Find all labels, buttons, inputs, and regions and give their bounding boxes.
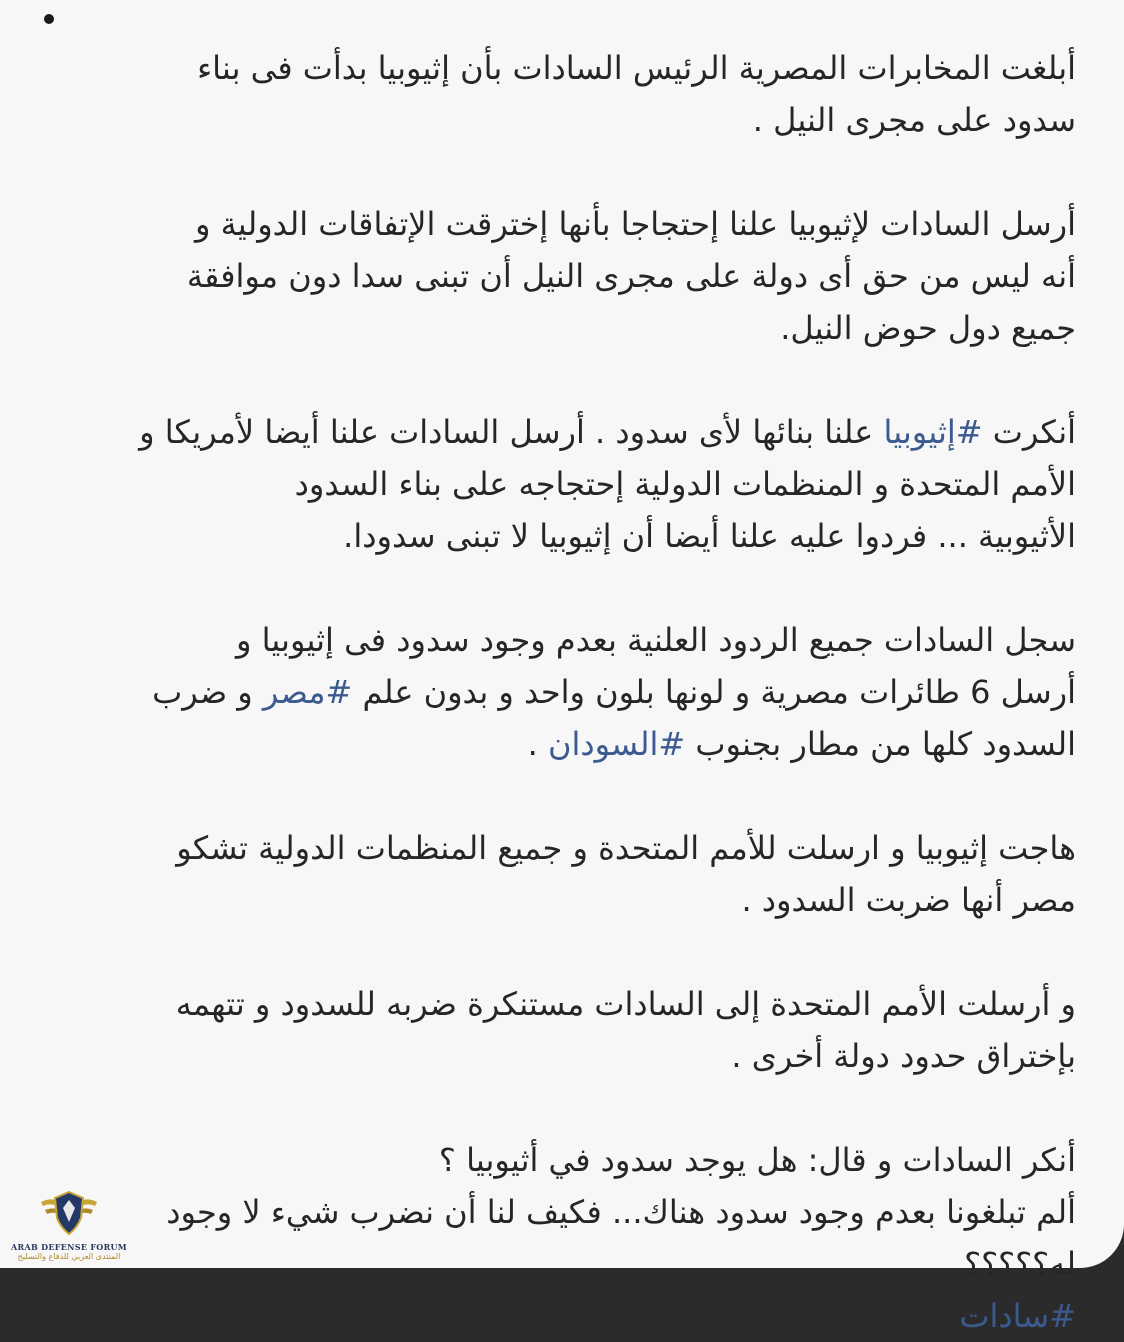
text-segment: . [527,725,548,763]
text-line: جميع دول حوض النيل. [780,309,1076,347]
text-line: بإختراق حدود دولة أخرى . [731,1037,1076,1075]
text-segment: أنكرت [982,413,1076,451]
text-line: له؟؟؟؟؟ [964,1245,1076,1283]
text-line: أرسل السادات لإثيوبيا علنا إحتجاجا بأنها إخترقت الإتفاقات الدولية و [195,205,1076,243]
hashtag-egypt-link[interactable]: #مصر [262,673,353,711]
forum-watermark [4,1186,134,1276]
text-line: أنه ليس من حق أى دولة على مجرى النيل أن تبنى سدا دون موافقة [186,257,1076,295]
paragraph-6 [36,978,1076,1082]
hashtag-ethiopia-link[interactable]: #إثيوبيا [883,413,983,451]
paragraph-5 [36,822,1076,926]
text-line: مصر أنها ضربت السدود . [741,881,1076,919]
text-segment: السدود كلها من مطار بجنوب [685,725,1076,763]
text-line: سدود على مجرى النيل . [752,101,1076,139]
text-line: سجل السادات جميع الردود العلنية بعدم وجود سدود فى إثيوبيا و [236,621,1076,659]
post-text [36,42,1076,1342]
bullet-dot [44,14,54,24]
text-line: أبلغت المخابرات المصرية الرئيس السادات بأن إثيوبيا بدأت فى بناء [197,49,1076,87]
text-line: الأثيوبية ... فردوا عليه علنا أيضا أن إثيوبيا لا تبنى سدودا. [343,517,1076,555]
text-line: هاجت إثيوبيا و ارسلت للأمم المتحدة و جميع المنظمات الدولية تشكو [176,829,1076,867]
hashtag-sudan-link[interactable]: #السودان [547,725,686,763]
text-line: أنكر السادات و قال: هل يوجد سدود في أثيوبيا ؟ [438,1141,1076,1179]
hashtag-sadat-link[interactable]: #سادات [959,1297,1076,1335]
paragraph-3 [36,406,1076,562]
paragraph-1 [36,42,1076,146]
watermark-arabic-text: المنتدى العربي للدفاع والتسليح [17,1252,121,1261]
text-segment: علنا بنائها لأى سدود . أرسل السادات علنا أيضا لأمريكا و [139,413,884,451]
text-line: و أرسلت الأمم المتحدة إلى السادات مستنكرة ضربه للسدود و تتهمه [175,985,1076,1023]
shield-wings-icon [37,1186,101,1238]
watermark-english-text: ARAB DEFENSE FORUM [11,1242,127,1252]
paragraph-7 [36,1134,1076,1342]
text-line: الأمم المتحدة و المنظمات الدولية إحتجاجه على بناء السدود [294,465,1076,503]
paragraph-4 [36,614,1076,770]
text-line: ألم تبلغونا بعدم وجود سدود هناك... فكيف لنا أن نضرب شيء لا وجود [166,1193,1076,1231]
text-segment: أرسل 6 طائرات مصرية و لونها بلون واحد و بدون علم [352,673,1076,711]
paragraph-2 [36,198,1076,354]
text-segment: و ضرب [152,673,263,711]
